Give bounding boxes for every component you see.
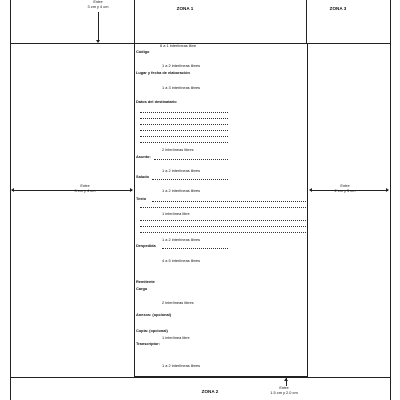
bottom-margin-label-value: 1.5 cm y 2.0 cm: [270, 389, 298, 395]
right-margin-arrow-shaft: [310, 190, 388, 191]
recipient-data-heading: Datos del destinatario: [136, 99, 177, 104]
body-line-5: [140, 232, 306, 233]
right-margin-label-title: Entre: [340, 183, 350, 188]
spacing-5: 1 a 2 interlíneas libres: [162, 188, 201, 193]
left-margin-label: [60, 184, 110, 193]
code-field: Código: [136, 49, 150, 54]
zone-3-label: ZONA 3: [329, 6, 347, 11]
spacing-10: 1 interlínea libre: [162, 335, 190, 340]
spacing-9: 2 interlíneas libres: [162, 300, 194, 305]
recipient-line-1: [140, 112, 228, 113]
recipient-line-2: [140, 118, 228, 119]
spacing-7: 1 a 2 interlíneas libres: [162, 237, 201, 242]
top-margin-arrow-head: [96, 40, 100, 43]
attachments-field: Anexos: (opcional): [136, 312, 172, 317]
bottom-margin-label-title: Entre: [279, 385, 289, 390]
recipient-line-6: [140, 142, 228, 143]
place-date-field: Lugar y fecha de elaboración: [136, 70, 190, 75]
body-text-field: Texto: [136, 196, 147, 201]
zone-1-label: ZONA 1: [176, 6, 194, 11]
right-margin-label: [320, 184, 370, 193]
top-margin-label-title: Entre: [93, 0, 103, 4]
bottom-margin-label: [254, 386, 314, 395]
top-zone1-right-divider: [306, 0, 307, 43]
sender-field: Remitente: [136, 279, 155, 284]
body-line-1: [152, 201, 306, 202]
writing-area: [134, 43, 308, 377]
greeting-line: [152, 179, 228, 180]
position-field: Cargo: [136, 286, 148, 291]
left-margin-arrow-shaft: [12, 190, 132, 191]
transcriber-field: Transcriptor:: [136, 341, 160, 346]
recipient-line-3: [140, 124, 228, 125]
closing-line: [162, 248, 228, 249]
closing-field: Despedida: [136, 243, 156, 248]
zone-2-label: ZONA 2: [201, 389, 219, 394]
copy-field: Copia: (opcional): [136, 328, 168, 333]
subject-field: Asunto:: [136, 154, 151, 159]
greeting-field: Saludo: [136, 174, 149, 179]
spacing-2: 1 a 3 interlíneas libres: [162, 85, 201, 90]
body-line-2: [140, 207, 306, 208]
page-left-border: [10, 0, 11, 400]
spacing-1: 1 a 2 interlíneas libres: [162, 63, 201, 68]
left-margin-label-title: Entre: [80, 183, 90, 188]
bottom-margin-arrow-head: [284, 378, 288, 381]
left-margin-arrow-head-right: [130, 188, 133, 192]
body-line-3: [140, 220, 306, 221]
top-margin-arrow-shaft: [98, 12, 99, 42]
subject-line: [154, 159, 228, 160]
top-zone1-left-divider: [134, 0, 135, 43]
bottom-band-line: [10, 377, 390, 378]
spacing-8: 4 a 5 interlíneas libres: [162, 258, 201, 263]
spacing-top: 6 a 1 interlíneas libre: [160, 43, 197, 48]
spacing-11: 1 a 2 interlíneas libres: [162, 363, 201, 368]
spacing-3: 2 interlíneas libres: [162, 147, 194, 152]
body-line-4: [140, 226, 306, 227]
page-right-border: [390, 0, 391, 400]
right-margin-label-value: 2 cm y 3 cm: [334, 187, 356, 193]
right-margin-arrow-head-right: [386, 188, 389, 192]
spacing-6: 1 interlínea libre: [162, 211, 190, 216]
right-margin-arrow-head-left: [309, 188, 312, 192]
left-margin-label-value: 3 cm y 4 cm: [74, 187, 96, 193]
recipient-line-4: [140, 130, 228, 131]
spacing-4: 1 a 2 interlíneas libres: [162, 168, 201, 173]
top-margin-label-value: 3 cm y 4 cm: [87, 3, 109, 9]
top-margin-label: [78, 0, 118, 9]
recipient-line-5: [140, 136, 228, 137]
left-margin-arrow-head-left: [11, 188, 14, 192]
